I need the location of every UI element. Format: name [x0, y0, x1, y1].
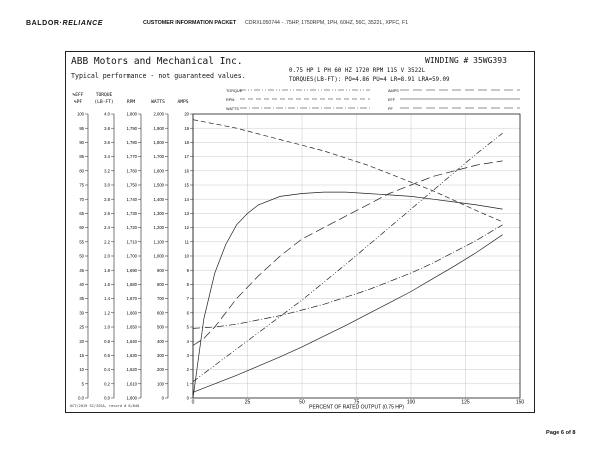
series-line-eff: [193, 192, 503, 398]
y-tick-label: 19: [184, 125, 189, 131]
y-tick-label: 25: [79, 324, 84, 330]
company-title: ABB Motors and Mechanical Inc.: [71, 56, 243, 67]
y-tick-label: 55: [79, 239, 84, 245]
y-tick-label: 1,800: [153, 140, 164, 145]
y-tick-label: 10: [184, 253, 189, 259]
y-tick-label: 16: [184, 168, 189, 174]
y-tick-label: 1,700: [126, 253, 137, 259]
y-tick-label: 80: [79, 168, 84, 174]
y-tick-label: 10: [79, 367, 84, 373]
y-axis-title: RPM: [126, 100, 136, 105]
y-tick-label: 1,770: [126, 154, 137, 160]
y-tick-label: 85: [79, 154, 84, 160]
y-tick-label: 15: [79, 353, 84, 358]
y-tick-label: 1,800: [126, 111, 137, 117]
y-tick-label: 60: [79, 225, 84, 231]
y-tick-label: 400: [157, 338, 164, 344]
y-tick-label: 500: [157, 324, 164, 330]
x-tick-label: 125: [461, 399, 470, 406]
y-tick-label: 1,680: [126, 282, 137, 287]
y-tick-label: 1,730: [126, 211, 137, 216]
legend-label-torque: TORQUE: [226, 89, 243, 93]
y-tick-label: 0.8: [104, 338, 110, 344]
y-axis-title: %PF: [73, 100, 83, 105]
y-tick-label: 0.4: [104, 367, 110, 373]
y-tick-label: 1,760: [126, 168, 137, 174]
x-tick-label: 100: [406, 399, 416, 406]
legend-label-eff: EFF: [388, 98, 396, 102]
y-tick-label: 3: [186, 353, 189, 358]
y-axis-title: AMPS: [177, 100, 189, 105]
page-number: Page 6 of 8: [546, 430, 576, 436]
torque-line: TORQUES(LB-FT): PO=4.86 PU=4 LR=8.91 LRA=59.09: [289, 77, 450, 83]
y-tick-label: 1,670: [126, 296, 137, 302]
y-tick-label: 200: [157, 367, 164, 373]
y-tick-label: 2.2: [104, 239, 110, 245]
y-tick-label: 3.6: [104, 140, 110, 145]
y-tick-label: 1,720: [126, 225, 137, 231]
series-line-pf: [193, 161, 503, 346]
y-tick-label: 900: [157, 267, 164, 273]
y-tick-label: 0: [161, 395, 164, 401]
y-tick-label: 1,710: [126, 239, 137, 245]
x-axis-label: PERCENT OF RATED OUTPUT (0.75 HP): [309, 404, 404, 411]
y-tick-label: 65: [79, 211, 84, 216]
legend-label-watts: WATTS: [226, 107, 239, 111]
x-tick-label: 150: [515, 399, 525, 406]
y-tick-label: 300: [157, 353, 164, 358]
brand-left: BALDOR: [26, 20, 60, 27]
series-line-torque: [193, 235, 503, 393]
y-tick-label: 800: [157, 282, 164, 287]
brand-separator: ·: [59, 20, 63, 27]
y-tick-label: 0.6: [104, 353, 110, 358]
legend-label-rpm: RPM: [226, 98, 235, 102]
y-tick-label: 1,640: [126, 338, 137, 344]
y-tick-label: 1,690: [126, 267, 137, 273]
y-tick-label: 1,650: [126, 324, 137, 330]
y-tick-label: 100: [157, 381, 164, 387]
y-tick-label: 0.2: [104, 381, 110, 387]
y-tick-label: 1,600: [153, 168, 164, 174]
y-tick-label: 2.6: [104, 211, 110, 216]
y-tick-label: 0.0: [104, 395, 110, 401]
packet-title: CUSTOMER INFORMATION PACKET: [143, 20, 237, 26]
y-tick-label: 40: [79, 282, 84, 287]
y-tick-label: 1,100: [153, 239, 164, 245]
y-tick-label: 2: [186, 367, 189, 373]
y-tick-label: 1,900: [153, 125, 164, 131]
y-axis-title: WATTS: [151, 100, 165, 105]
y-tick-label: 18: [184, 140, 189, 145]
y-tick-label: 0: [186, 395, 189, 401]
y-tick-label: 1.6: [104, 282, 110, 287]
y-tick-label: 1.4: [104, 296, 110, 302]
y-tick-label: 1,660: [126, 310, 137, 316]
y-tick-label: 0.0: [78, 395, 84, 401]
y-tick-label: 20: [79, 338, 84, 344]
x-tick-label: 0: [191, 399, 195, 406]
y-tick-label: 1,600: [126, 395, 137, 401]
x-tick-label: 25: [244, 399, 251, 406]
y-tick-label: 1,000: [153, 253, 164, 259]
y-axis-title-top: %EFF: [72, 93, 84, 98]
series-line-watts: [193, 133, 503, 382]
y-tick-label: 90: [79, 140, 84, 145]
x-tick-label: 50: [299, 399, 305, 406]
y-tick-label: 8: [186, 282, 189, 287]
catalog-description: CDRXL050744 - .75HP, 1750RPM, 1PH, 60HZ, 56C, 3522L, XPFC, F1: [245, 20, 409, 26]
y-tick-label: 14: [184, 196, 189, 202]
y-tick-label: 70: [79, 196, 84, 202]
y-tick-label: 1.0: [104, 324, 110, 330]
y-tick-label: 5: [186, 324, 189, 330]
y-tick-label: 15: [184, 182, 189, 188]
y-tick-label: 4.0: [104, 111, 110, 117]
y-tick-label: 1,700: [153, 154, 164, 160]
y-tick-label: 35: [79, 296, 84, 302]
y-tick-label: 2,000: [153, 111, 164, 117]
y-tick-label: 1,740: [126, 196, 137, 202]
legend-label-pf: PF: [388, 107, 393, 111]
y-tick-label: 3.8: [104, 125, 110, 131]
y-tick-label: 3.4: [104, 154, 110, 160]
y-tick-label: 1,500: [153, 182, 164, 188]
y-tick-label: 5: [81, 381, 84, 387]
y-tick-label: 1,400: [153, 196, 164, 202]
y-tick-label: 1,750: [126, 182, 137, 188]
y-tick-label: 12: [184, 225, 189, 231]
y-tick-label: 100: [77, 111, 84, 117]
y-tick-label: 4: [186, 338, 189, 344]
y-tick-label: 7: [186, 296, 189, 302]
y-tick-label: 50: [79, 253, 84, 259]
winding-number: WINDING # 35WG393: [425, 56, 507, 65]
y-tick-label: 700: [157, 296, 164, 302]
legend-label-amps: AMPS: [388, 89, 399, 93]
y-tick-label: 17: [184, 154, 189, 160]
performance-note: Typical performance - not guaranteed values.: [71, 72, 246, 80]
y-tick-label: 1.2: [104, 310, 110, 316]
y-tick-label: 9: [186, 267, 189, 273]
y-tick-label: 75: [79, 182, 84, 188]
x-tick-label: 75: [353, 399, 360, 406]
y-tick-label: 3.0: [104, 182, 110, 188]
y-tick-label: 1,200: [153, 225, 164, 231]
y-tick-label: 11: [184, 239, 189, 245]
y-tick-label: 20: [184, 111, 189, 117]
y-tick-label: 2.0: [104, 253, 110, 259]
y-tick-label: 2.8: [104, 196, 110, 202]
y-axis-title-top: TORQUE: [95, 93, 113, 98]
sheet-footer: OCT/2019 SC/ISSA, record # 8/040: [70, 404, 140, 408]
y-tick-label: 1: [186, 381, 189, 387]
y-tick-label: 6: [186, 310, 189, 316]
y-tick-label: 1,790: [126, 125, 137, 131]
y-tick-label: 1,620: [126, 367, 137, 373]
y-tick-label: 2.4: [104, 225, 110, 231]
y-tick-label: 30: [79, 310, 84, 316]
y-tick-label: 3.2: [104, 168, 110, 174]
y-axis-title: (LB-FT): [94, 100, 114, 105]
y-tick-label: 1.8: [104, 267, 110, 273]
y-tick-label: 95: [79, 125, 84, 131]
y-tick-label: 1,780: [126, 140, 137, 145]
y-tick-label: 45: [79, 267, 84, 273]
rating-line: 0.75 HP 1 PH 60 HZ 1720 RPM 115 V 3522L: [289, 68, 426, 74]
y-tick-label: 600: [157, 310, 164, 316]
brand-right: RELIANCE: [62, 20, 104, 27]
y-tick-label: 13: [184, 211, 189, 216]
y-tick-label: 1,610: [126, 381, 137, 387]
y-tick-label: 1,630: [126, 353, 137, 358]
y-tick-label: 1,300: [153, 211, 164, 216]
